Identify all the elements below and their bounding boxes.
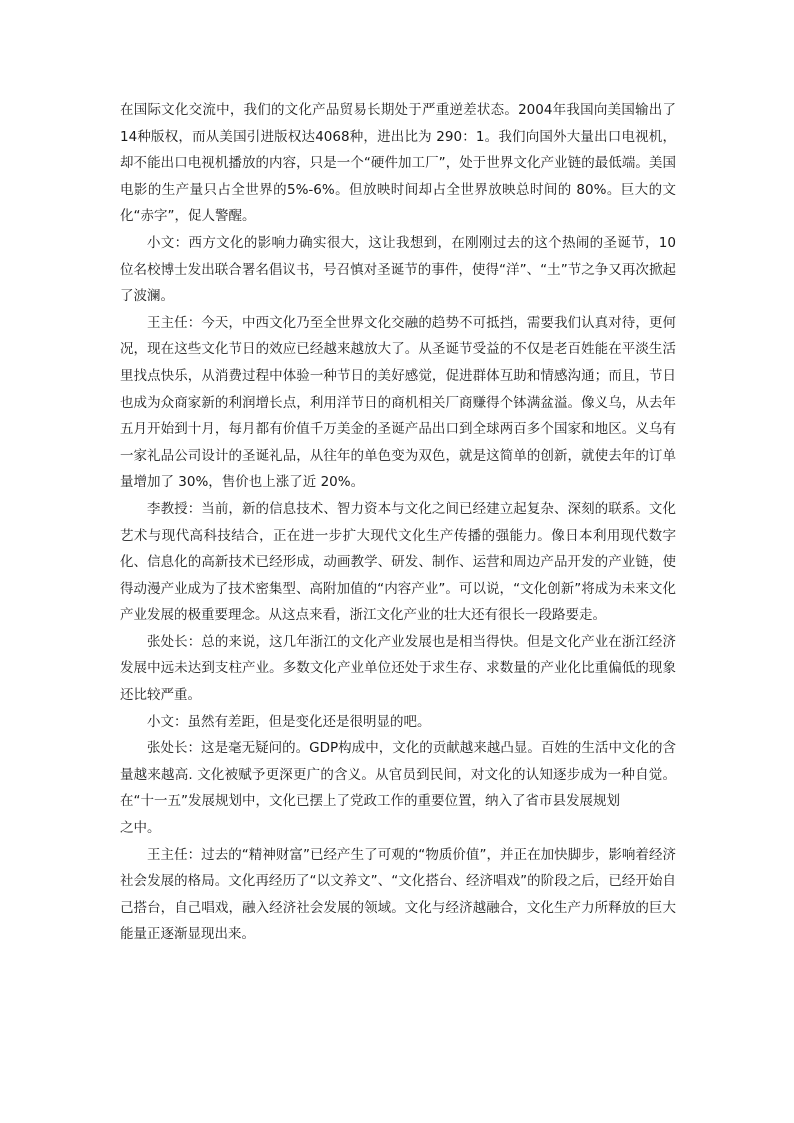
paragraph-trade-deficit: 在国际文化交流中，我们的文化产品贸易长期处于严重逆差状态。2004年我国向美国输出了 14种版权，而从美国引进版权达4068种，进出比为 290：1。我们向国外大量出口电视机，却不能出口电视机播放的内容，只是一个“硬件加工厂”，处于世界文化产业链的最低端。美国电影的生产量只占全世界的5%-6%。但放映时间却占全世界放映总时间的 80%。巨大的文化“赤字”，促人警醒。: [120, 102, 676, 225]
paragraph-chief-zhang-gdp: 张处长：这是毫无疑问的。GDP构成中，文化的贡献越来越凸显。百姓的生活中文化的含量越来越高. 文化被赋予更深更广的含义。从官员到民间，对文化的认知逐步成为一种自觉。在“十一五”发展规划中，文化已摆上了党政工作的重要位置，纳入了省市县发展规划: [120, 740, 676, 810]
paragraph-professor-li-innovation: 李教授：当前，新的信息技术、智力资本与文化之间已经建立起复杂、深刻的联系。文化艺术与现代高科技结合，正在进一步扩大现代文化生产传播的强能力。像日本利用现代数字化、信息化的高新技术已经形成，动画教学、研发、制作、运营和周边产品开发的产业链，使得动漫产业成为了技术密集型、高附加值的“内容产业”。可以说，“文化创新”将成为未来文化产业发展的极重要理念。从这点来看，浙江文化产业的壮大还有很长一段路要走。: [120, 500, 676, 624]
paragraph-chief-zhang-development: 张处长：总的来说，这几年浙江的文化产业发展也是相当得快。但是文化产业在浙江经济发展中远未达到支柱产业。多数文化产业单位还处于求生存、求数量的产业化比重偏低的现象还比较严重。: [120, 633, 676, 704]
paragraph-xiaowen-christmas: 小文：西方文化的影响力确实很大，这让我想到，在刚刚过去的这个热闹的圣诞节，10位名校博士发出联合署名倡议书，号召慎对圣诞节的事件，使得“洋”、“土”节之争又再次掀起了波澜。: [120, 234, 676, 305]
paragraph-director-wang-value: 王主任：过去的“精神财富”已经产生了可观的“物质价值”，并正在加快脚步，影响着经济社会发展的格局。文化再经历了“以文养文”、“文化搭台、经济唱戏”的阶段之后，已经开始自己搭台，自己唱戏，融入经济社会发展的领域。文化与经济越融合，文化生产力所释放的巨大能量正逐渐显现出来。: [120, 846, 676, 943]
paragraph-director-wang-festivals: 王主任：今天，中西文化乃至全世界文化交融的趋势不可抵挡，需要我们认真对待，更何况，现在这些文化节日的效应已经越来越放大了。从圣诞节受益的不仅是老百姓能在平淡生活里找点快乐，从消费过程中体验一种节日的美好感觉，促进群体互助和情感沟通；而且，节日也成为众商家新的利润增长点，利用洋节日的商机相关厂商赚得个钵满盆溢。像义乌，从去年五月开始到十月，每月都有价值千万美金的圣诞产品出口到全球两百多个国家和地区。义乌有一家礼品公司设计的圣诞礼品，从往年的单色变为双色，就是这简单的创新，就使去年的订单量增加了 30%，售价也上涨了近 20%。: [120, 314, 676, 491]
paragraph-xiaowen-change: 小文：虽然有差距，但是变化还是很明显的吧。: [147, 713, 431, 730]
article-body: [120, 97, 676, 948]
paragraph-continuation: 之中。: [120, 820, 161, 837]
